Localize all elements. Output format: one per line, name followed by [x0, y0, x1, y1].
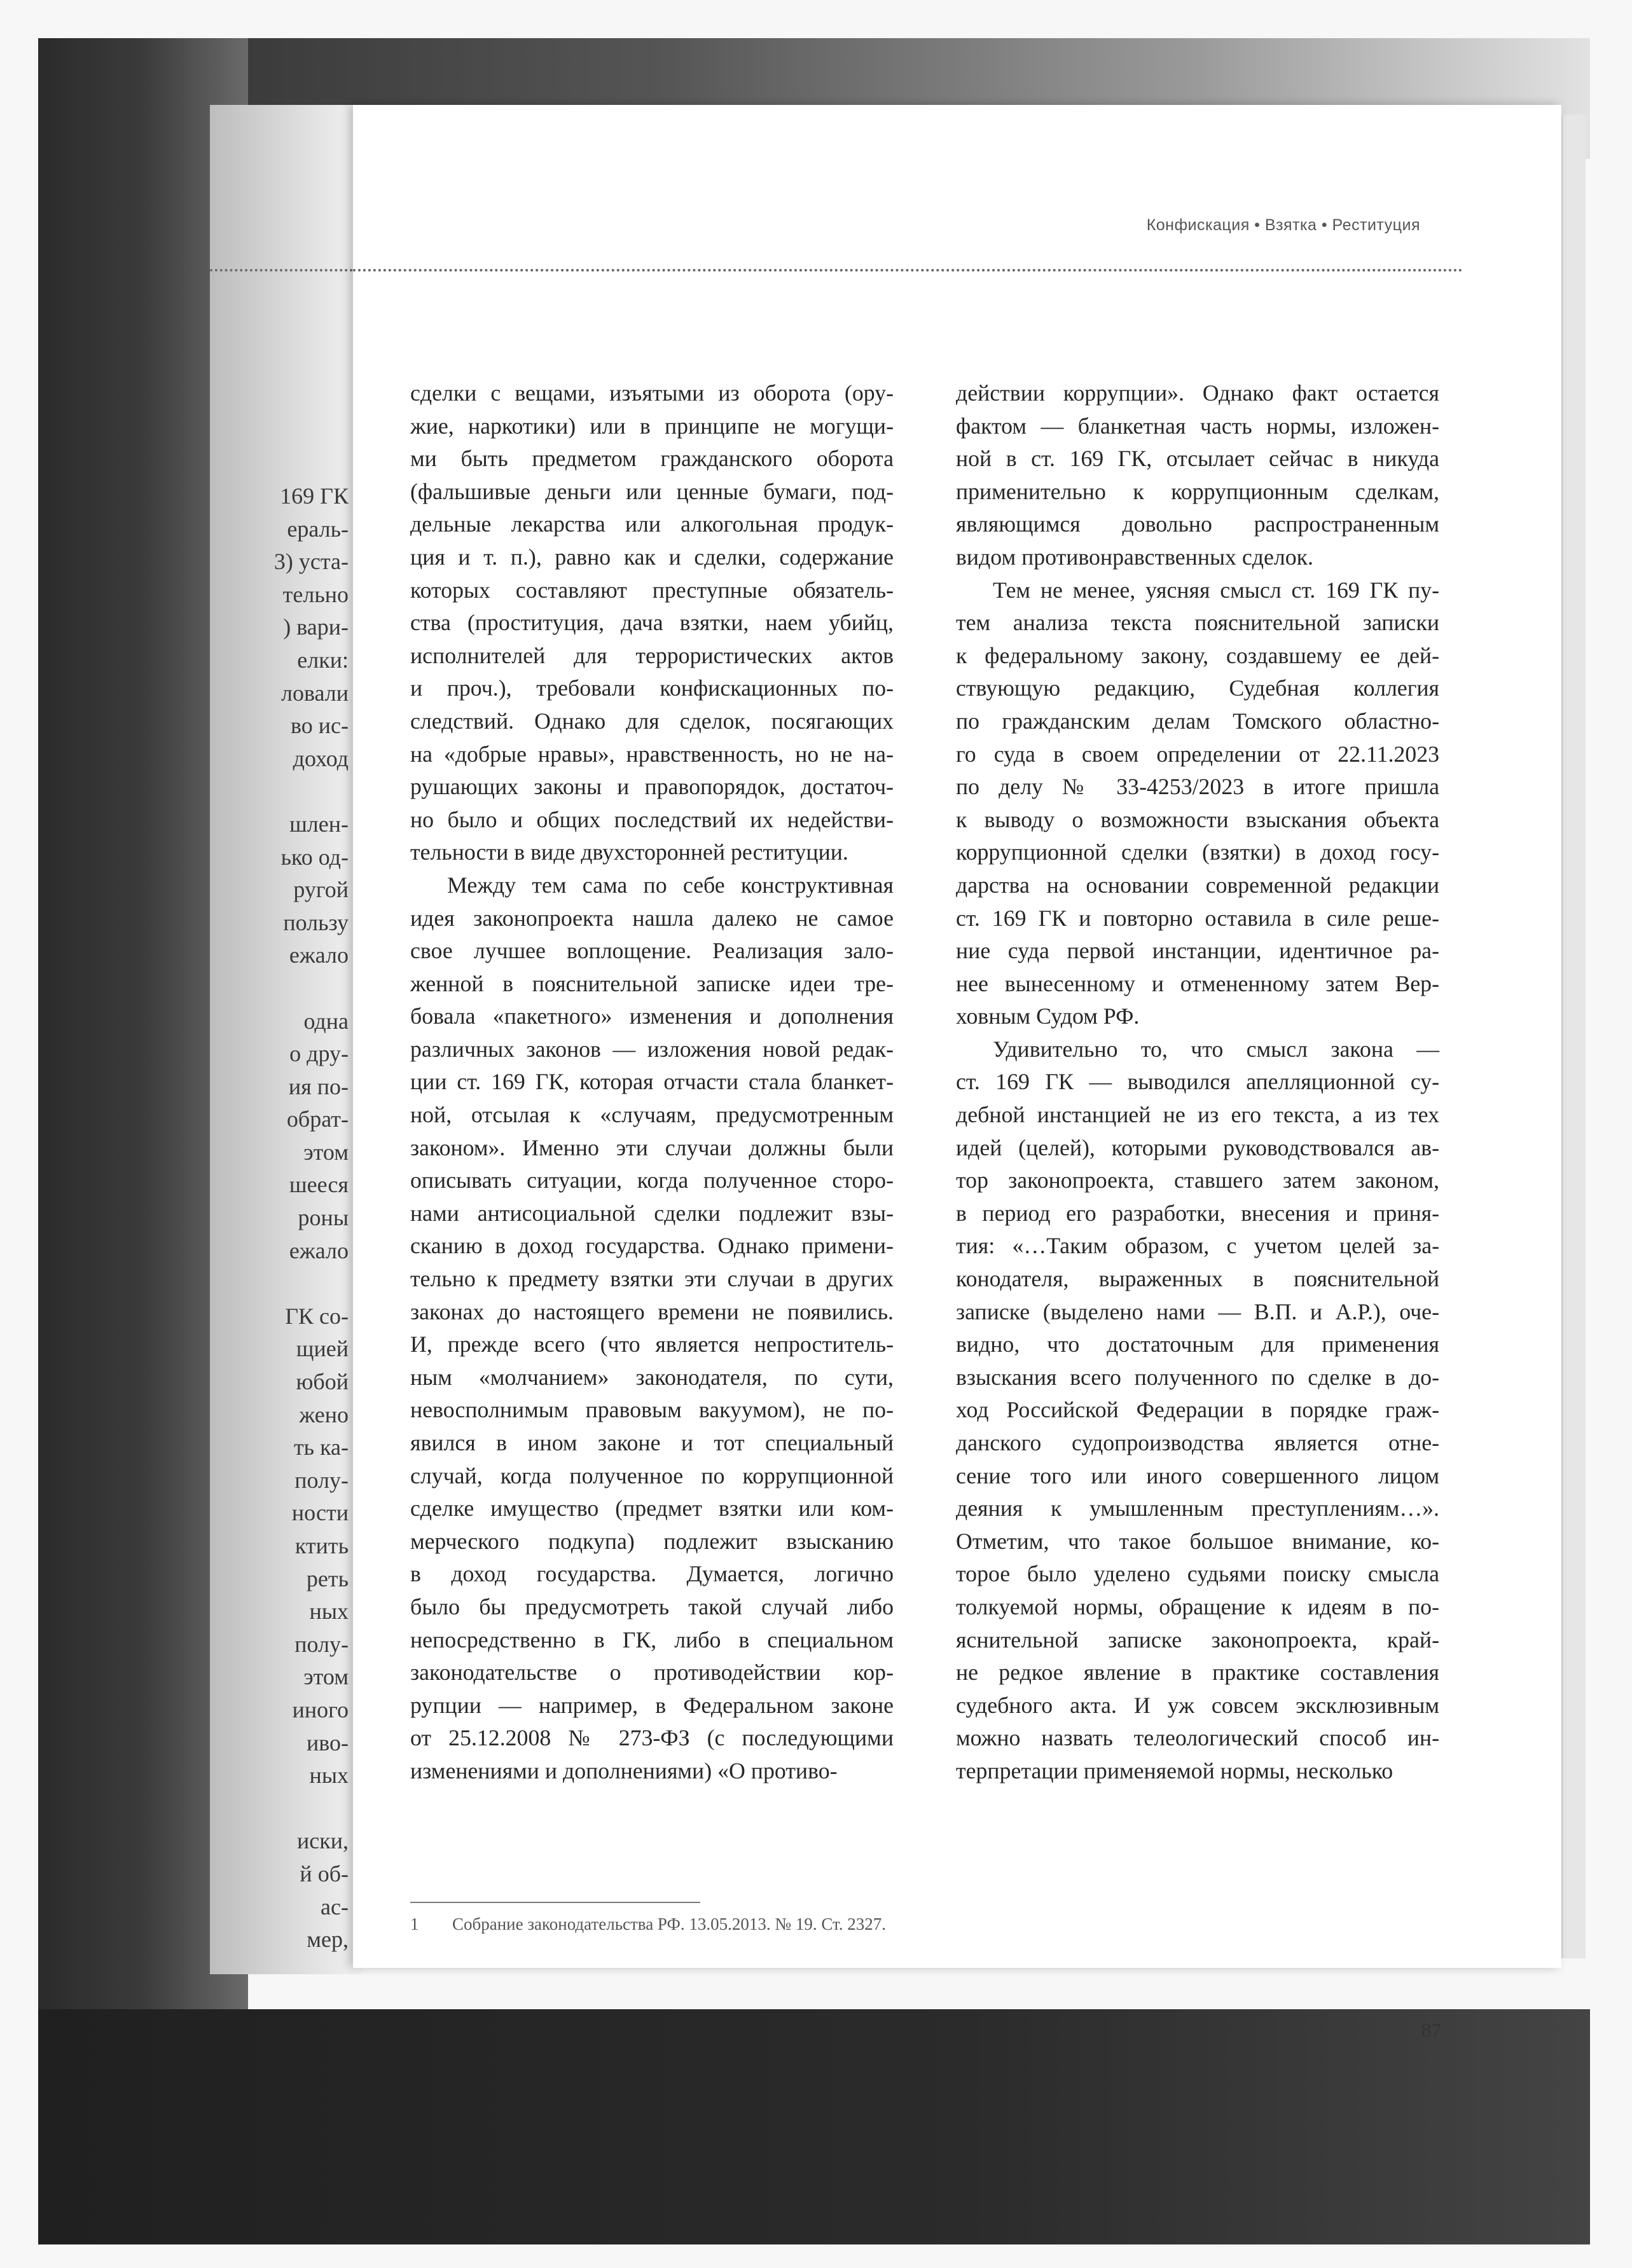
text-line: И, прежде всего (что является непроститель-	[410, 1331, 894, 1357]
previous-page-line: ности	[291, 1500, 349, 1526]
text-line: невосполнимым правовым вакуумом), не по-	[410, 1397, 894, 1423]
text-line: к выводу о возможности взыскания объекта	[956, 806, 1439, 832]
footnote-number: 1	[410, 1914, 419, 1934]
text-line: тельно к предмету взятки эти случаи в других	[410, 1266, 894, 1292]
text-line: дельные лекарства или алкогольная продук-	[410, 511, 894, 537]
text-line: не редкое явление в практике составления	[956, 1660, 1439, 1686]
text-line: ст. 169 ГК и повторно оставила в силе реше-	[956, 905, 1439, 931]
text-line: видно, что достаточным для применения	[956, 1331, 1439, 1357]
text-line: данского судопроизводства является отне-	[956, 1430, 1439, 1455]
previous-page-line: во ис-	[291, 713, 349, 739]
text-line: законом». Именно эти случаи должны были	[410, 1134, 894, 1160]
text-line: ми быть предметом гражданского оборота	[410, 446, 894, 472]
text-line: видом противонравственных сделок.	[956, 544, 1313, 570]
text-line: ствующую редакцию, Судебная коллегия	[956, 675, 1439, 701]
page-number: 87	[1421, 2019, 1441, 2041]
text-line: по делу № 33-4253/2023 в итоге пришла	[956, 774, 1439, 800]
previous-page-line: роны	[298, 1205, 349, 1231]
previous-page-line: й об-	[300, 1860, 349, 1887]
header-dotted-rule	[353, 269, 1463, 271]
text-line: тельности в виде двухсторонней реституции.	[410, 839, 848, 865]
text-line: идей (целей), которыми руководствовался ав-	[956, 1134, 1439, 1160]
text-line: терпретации применяемой нормы, несколько	[956, 1757, 1393, 1783]
text-line: ция и т. п.), равно как и сделки, содержание	[410, 544, 894, 570]
text-line: Удивительно то, что смысл закона —	[993, 1036, 1439, 1062]
previous-page-line: иного	[292, 1696, 349, 1722]
text-line: конодателя, выраженных в пояснительной	[956, 1266, 1439, 1292]
text-line: фактом — бланкетная часть нормы, изложен-	[956, 413, 1439, 439]
text-line: являющимся довольно распространенным	[956, 511, 1439, 537]
previous-page-edge	[210, 105, 363, 1974]
previous-page-line: юбой	[296, 1369, 349, 1395]
text-line: которых составляют преступные обязатель-	[410, 577, 894, 603]
previous-page-line: полу-	[294, 1467, 349, 1493]
text-line: различных законов — изложения новой редак-	[410, 1036, 894, 1062]
previous-page-line: ия по-	[288, 1073, 349, 1099]
text-line: на «добрые нравы», нравственность, но не на-	[410, 741, 894, 767]
previous-page-dotted-rule	[210, 269, 363, 271]
text-line: толкуемой нормы, обращение к идеям в по-	[956, 1593, 1439, 1619]
text-line: действии коррупции». Однако факт остается	[956, 380, 1439, 406]
text-line: бовала «пакетного» изменения и дополнения	[410, 1003, 894, 1029]
text-line: ции ст. 169 ГК, которая отчасти стала бланкет-	[410, 1069, 894, 1095]
previous-page-line	[221, 775, 349, 808]
previous-page-line: мер,	[307, 1927, 349, 1953]
text-line: в доход государства. Думается, логично	[410, 1561, 894, 1587]
text-line: дебной инстанцией не из его текста, а из тех	[956, 1102, 1439, 1128]
previous-page-line: 169 ГК	[280, 483, 349, 509]
previous-page-line: обрат-	[286, 1106, 349, 1132]
previous-page-line: о дру-	[289, 1041, 349, 1067]
previous-page-line: полу-	[294, 1631, 349, 1657]
previous-page-line: ежало	[289, 942, 349, 968]
previous-page-line: этом	[303, 1139, 349, 1165]
text-line: нами антисоциальной сделки подлежит взы-	[410, 1200, 894, 1226]
text-line: изменениями и дополнениями) «О противо-	[410, 1757, 838, 1783]
previous-page-line: щией	[296, 1336, 349, 1362]
text-line: рушающих законы и правопорядок, достаточ-	[410, 774, 894, 800]
footnote-rule	[410, 1902, 700, 1903]
text-line: судебного акта. И уж совсем эксклюзивным	[956, 1692, 1439, 1718]
text-line: описывать ситуации, когда полученное сторо-	[410, 1167, 894, 1193]
text-line: к федеральному закону, создавшему ее дей-	[956, 642, 1439, 668]
previous-page-line: ных	[309, 1763, 349, 1789]
text-line: (фальшивые деньги или ценные бумаги, под-	[410, 478, 894, 504]
previous-page-line: этом	[303, 1664, 349, 1690]
text-line: тем анализа текста пояснительной записки	[956, 610, 1439, 636]
previous-page-line: ругой	[293, 877, 349, 903]
text-line: ход Российской Федерации в порядке граж-	[956, 1397, 1439, 1423]
previous-page-line: ных	[309, 1598, 349, 1625]
previous-page-line: 3) уста-	[273, 549, 349, 575]
previous-page-line: ) вари-	[283, 614, 349, 640]
previous-page-line: ько од-	[280, 844, 349, 870]
text-line: явился в ином законе и тот специальный	[410, 1430, 894, 1455]
text-line: Отметим, что такое большое внимание, ко-	[956, 1528, 1439, 1554]
previous-page-line: иски,	[297, 1828, 349, 1854]
previous-page-line: ловали	[280, 680, 349, 706]
text-line: жие, наркотики) или в принципе не могущи-	[410, 413, 894, 439]
text-line: тия: «…Таким образом, с учетом целей за-	[956, 1233, 1439, 1259]
previous-page-line: одна	[303, 1008, 349, 1034]
previous-page-line: ГК со-	[285, 1303, 349, 1329]
text-line: в период его разработки, внесения и приня-	[956, 1200, 1439, 1226]
previous-page-line: елки:	[297, 647, 349, 673]
text-line: тор законопроекта, ставшего затем законом,	[956, 1167, 1439, 1193]
text-line: сение того или иного совершенного лицом	[956, 1462, 1439, 1488]
running-head: Конфискация • Взятка • Реституция	[1146, 216, 1420, 234]
previous-page-line: доход	[293, 745, 349, 771]
previous-page-line: ть ка-	[293, 1434, 349, 1460]
previous-page-line: тельно	[282, 581, 349, 607]
text-line: сканию в доход государства. Однако примени-	[410, 1233, 894, 1259]
previous-page-line: ас-	[321, 1893, 349, 1920]
text-line: деяния к умышленным преступлениям…».	[956, 1495, 1439, 1522]
text-line: Между тем сама по себе конструктивная	[447, 872, 894, 898]
previous-page-line	[221, 1267, 349, 1300]
previous-page-line: ераль-	[287, 516, 349, 542]
text-line: торое было уделено судьями поиску смысла	[956, 1561, 1439, 1587]
text-line: по гражданским делам Томского областно-	[956, 708, 1439, 734]
previous-page-line	[221, 972, 349, 1005]
text-line: ховным Судом РФ.	[956, 1003, 1140, 1029]
text-line: ст. 169 ГК — выводился апелляционной су-	[956, 1069, 1439, 1095]
text-line: ной в ст. 169 ГК, отсылает сейчас в никуда	[956, 446, 1439, 472]
text-line: сделки с вещами, изъятыми из оборота (ору-	[410, 380, 894, 406]
previous-page-line: иво-	[306, 1729, 349, 1756]
book-page	[353, 105, 1561, 2041]
text-line: яснительной записке законопроекта, край-	[956, 1626, 1439, 1653]
previous-page-text	[221, 480, 349, 1956]
previous-page-line: ежало	[289, 1237, 349, 1263]
text-line: нее вынесенному и отмененному затем Вер-	[956, 970, 1439, 996]
text-line: законодательстве о противодействии кор-	[410, 1660, 894, 1686]
text-line: но было и общих последствий их недействи-	[410, 806, 894, 832]
footnote	[410, 1914, 886, 1934]
previous-page-line: жено	[299, 1401, 349, 1427]
text-line: Тем не менее, уясняя смысл ст. 169 ГК пу-	[993, 577, 1439, 603]
text-line: го суда в своем определении от 22.11.2023	[956, 741, 1439, 767]
text-line: непосредственно в ГК, либо в специальном	[410, 1626, 894, 1653]
text-line: рупции — например, в Федеральном законе	[410, 1692, 894, 1718]
previous-page-line: пользу	[283, 909, 349, 935]
text-line: ным «молчанием» законодателя, по сути,	[410, 1364, 894, 1390]
previous-page-line: шлен-	[289, 811, 349, 837]
text-line: случай, когда полученное по коррупционной	[410, 1462, 894, 1488]
previous-page-line: ктить	[294, 1533, 349, 1558]
text-line: коррупционной сделки (взятки) в доход госу-	[956, 839, 1439, 865]
text-line: следствий. Однако для сделок, посягающих	[410, 708, 894, 734]
text-line: законах до настоящего времени не появились.	[410, 1298, 894, 1324]
text-line: ние суда первой инстанции, идентичное ра-	[956, 938, 1439, 964]
text-line: исполнителей для террористических актов	[410, 642, 894, 668]
text-line: взыскания всего полученного по сделке в до-	[956, 1364, 1439, 1390]
text-column-right	[956, 377, 1439, 1788]
text-line: сделке имущество (предмет взятки или ком-	[410, 1495, 894, 1522]
footnote-text: Собрание законодательства РФ. 13.05.2013. № 19. Ст. 2327.	[452, 1914, 887, 1934]
text-line: ной, отсылая к «случаям, предусмотренным	[410, 1102, 894, 1128]
previous-page-line	[221, 1792, 349, 1825]
text-line: идея законопроекта нашла далеко не самое	[410, 905, 894, 931]
text-line: записке (выделено нами — В.П. и А.Р.), оче-	[956, 1298, 1439, 1324]
text-line: применительно к коррупционным сделкам,	[956, 478, 1439, 504]
previous-page-line: реть	[306, 1565, 349, 1591]
text-line: мерческого подкупа) подлежит взысканию	[410, 1528, 894, 1554]
text-line: можно назвать телеологический способ ин-	[956, 1725, 1439, 1751]
text-line: дарства на основании современной редакции	[956, 872, 1439, 898]
scan-shadow-bottom	[38, 2009, 1590, 2244]
text-line: было бы предусмотреть такой случай либо	[410, 1593, 894, 1619]
previous-page-line: шееся	[289, 1172, 349, 1198]
text-line: от 25.12.2008 № 273-ФЗ (с последующими	[410, 1725, 894, 1751]
text-column-left	[410, 377, 894, 1788]
text-line: ства (проституция, дача взятки, наем убийц,	[410, 610, 894, 636]
page-edge-right	[1561, 114, 1586, 1958]
text-line: и проч.), требовали конфискационных по-	[410, 675, 894, 701]
text-line: женной в пояснительной записке идеи тре-	[410, 970, 894, 996]
text-line: свое лучшее воплощение. Реализация зало-	[410, 938, 894, 964]
